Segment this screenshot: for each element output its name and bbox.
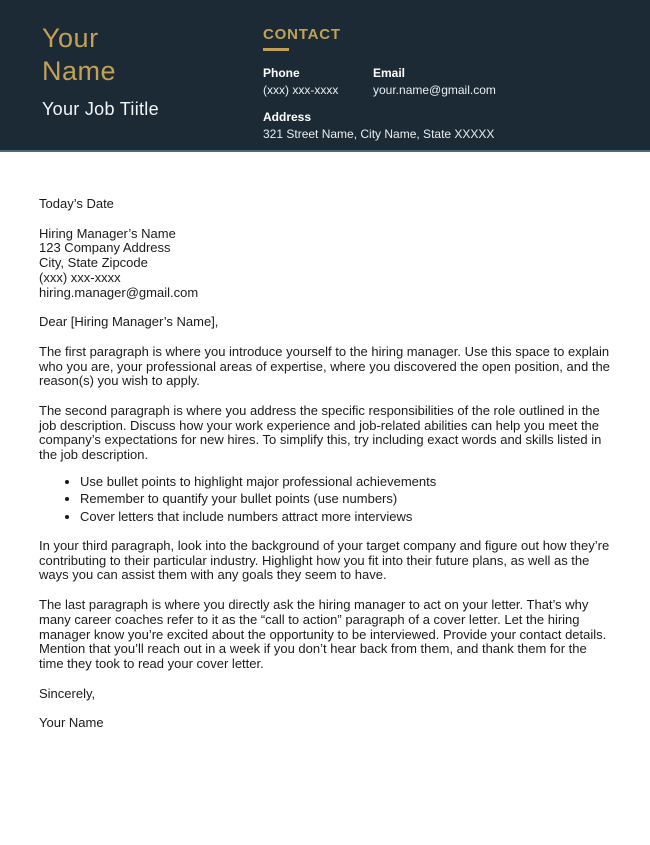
contact-address-block bbox=[263, 110, 650, 141]
closing: Sincerely, bbox=[39, 685, 96, 701]
address-value: 321 Street Name, City Name, State XXXXX bbox=[263, 127, 495, 141]
contact-heading-underline bbox=[263, 48, 289, 51]
recipient-line: hiring.manager@gmail.com bbox=[39, 284, 199, 300]
letter-body bbox=[0, 152, 650, 731]
recipient-line: Hiring Manager’s Name bbox=[39, 225, 176, 241]
paragraph-intro: The first paragraph is where you introduce yourself to the hiring manager. Use this space to explain who you are, your professional areas of expertise, where you discovered the open position, and the reason(s) you wish to apply. bbox=[39, 343, 610, 389]
contact-phone-email-row bbox=[263, 66, 650, 97]
person-name-line2: Name bbox=[42, 56, 117, 86]
signature-name: Your Name bbox=[39, 715, 104, 731]
header-identity-block bbox=[0, 0, 263, 150]
paragraph-call-to-action: The last paragraph is where you directly ask the hiring manager to act on your letter. That’s why many career coaches refer to it as the “call to action” paragraph of a cover letter. Let the hiring manager know you’re excited about the opportunity to be interviewed. Provide your contact details. Mention that you’ll reach out in a week if you don’t hear back from them, and thank them for the time they took to read your cover letter. bbox=[39, 597, 607, 671]
person-name-line1: Your bbox=[42, 23, 99, 53]
address-label: Address bbox=[263, 110, 312, 124]
job-title: Your Job Tiitle bbox=[42, 99, 159, 119]
salutation: Dear [Hiring Manager’s Name], bbox=[39, 314, 219, 330]
contact-email-block bbox=[373, 66, 496, 97]
contact-phone-block bbox=[263, 66, 373, 97]
recipient-line: (xxx) xxx-xxxx bbox=[39, 269, 121, 285]
email-label: Email bbox=[373, 66, 406, 80]
recipient-line: 123 Company Address bbox=[39, 240, 171, 256]
phone-label: Phone bbox=[263, 66, 300, 80]
bullet-item: • Cover letters that include numbers attract more interviews bbox=[80, 509, 612, 524]
contact-section bbox=[263, 0, 650, 150]
person-name bbox=[42, 22, 263, 88]
email-value: your.name@gmail.com bbox=[373, 83, 496, 97]
paragraph-company-research: In your third paragraph, look into the background of your target company and figure out how they’re contributing to their particular industry. Highlight how you fit into their future plans, as well as the ways you can assist them with any goals they seem to have. bbox=[39, 538, 610, 583]
bullet-item: • Remember to quantify your bullet points (use numbers) bbox=[80, 491, 612, 506]
letter-date: Today’s Date bbox=[39, 196, 114, 211]
recipient-address-block bbox=[39, 227, 612, 301]
paragraph-responsibilities: The second paragraph is where you address the specific responsibilities of the role outlined in the job description. Discuss how your work experience and job-related abilities can help you meet the company’s expectations for new hires. To simplify this, try including exact words and skills listed in the job description. bbox=[39, 403, 602, 463]
bullet-item: • Use bullet points to highlight major professional achievements bbox=[80, 474, 612, 489]
contact-heading: CONTACT bbox=[263, 26, 341, 43]
phone-value: (xxx) xxx-xxxx bbox=[263, 83, 339, 97]
achievement-bullet-list bbox=[39, 474, 612, 524]
recipient-line: City, State Zipcode bbox=[39, 255, 148, 271]
header-banner bbox=[0, 0, 650, 152]
